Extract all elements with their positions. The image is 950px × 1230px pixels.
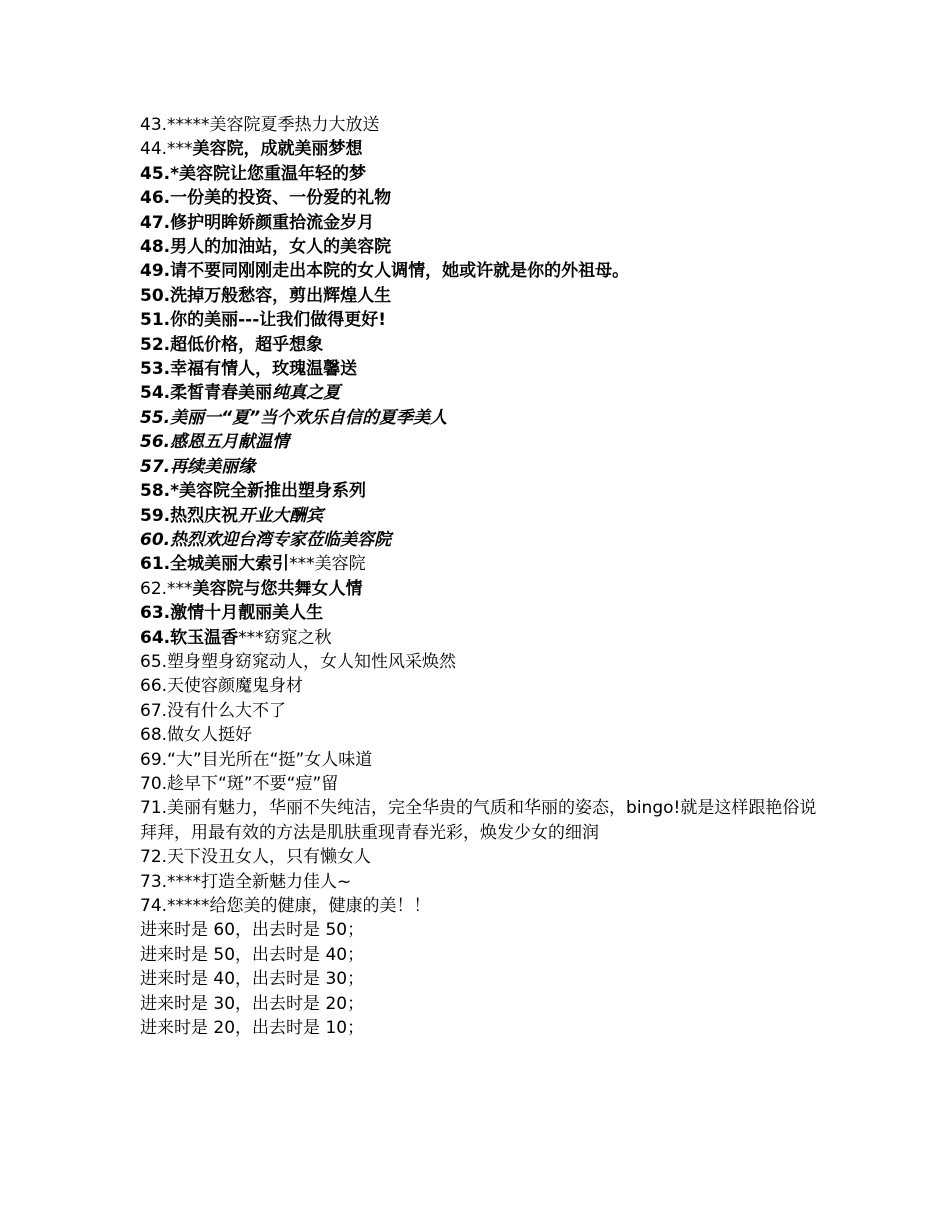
text-run: 67.没有什么大不了 [140,700,287,721]
text-line [140,186,820,210]
text-line [140,918,820,942]
text-line [140,162,820,186]
text-line [140,552,820,576]
text-line [140,796,820,845]
text-line [140,723,820,747]
text-run: 58.*美容院全新推出塑身系列 [140,481,367,502]
text-line [140,699,820,723]
text-run: ***窈窕之秋 [238,627,332,648]
text-line [140,357,820,381]
text-line [140,333,820,357]
text-run: 51.你的美丽---让我们做得更好! [140,310,387,331]
text-run: 进来时是 50，出去时是 40； [140,944,365,965]
text-line [140,113,820,137]
text-line [140,284,820,308]
text-run: 72.天下没丑女人，只有懒女人 [140,847,372,868]
text-run: 66.天使容颜魔鬼身材 [140,676,304,697]
text-run: 57.再续美丽缘 [140,456,256,477]
text-line [140,504,820,528]
text-line [140,381,820,405]
text-line [140,577,820,601]
text-run: 美容院与您共舞女人情 [192,578,363,599]
text-run: 美容院，成就美丽梦想 [192,139,363,160]
document-body [140,113,820,1040]
text-run: 59.热烈庆祝 [140,505,239,526]
text-line [140,235,820,259]
text-run: 进来时是 40，出去时是 30； [140,969,365,990]
text-line [140,528,820,552]
text-line [140,1016,820,1040]
text-run: 46.一份美的投资、一份爱的礼物 [140,188,392,209]
text-run: 60.热烈欢迎台湾专家莅临美容院 [140,529,392,550]
text-run: 48.男人的加油站，女人的美容院 [140,237,392,258]
text-run: 71.美丽有魅力，华丽不失纯洁，完全华贵的气质和华丽的姿态，bingo!就是这样跟艳俗说拜拜，用最有效的方法是肌肤重现青春光彩，焕发少女的细润 [140,798,817,843]
text-run: 进来时是 60，出去时是 50； [140,920,365,941]
text-run: ***美容院 [289,554,366,575]
text-line [140,650,820,674]
text-run: 55.美丽一“夏”当个欢乐自信的夏季美人 [140,407,448,428]
text-run: 开业大酬宾 [238,505,324,526]
text-run: 进来时是 20，出去时是 10； [140,1018,365,1039]
text-line [140,772,820,796]
text-line [140,894,820,918]
text-run: 56.感恩五月献温情 [140,432,290,453]
text-run: 73.****打造全新魅力佳人~ [140,871,352,892]
text-run: 68.做女人挺好 [140,725,253,746]
text-run: 65.塑身塑身窈窕动人，女人知性风采焕然 [140,651,457,672]
text-line [140,601,820,625]
text-line [140,137,820,161]
text-line [140,430,820,454]
text-line [140,967,820,991]
text-line [140,455,820,479]
text-line [140,479,820,503]
text-run: 52.超低价格，超乎想象 [140,334,324,355]
text-run: 43.*****美容院夏季热力大放送 [140,115,380,135]
text-run: 53.幸福有情人，玫瑰温馨送 [140,359,358,380]
text-line [140,211,820,235]
text-run: 49.请不要同刚刚走出本院的女人调情，她或许就是你的外祖母。 [140,261,630,282]
text-line [140,870,820,894]
text-line [140,626,820,650]
text-line [140,748,820,772]
text-line [140,845,820,869]
text-line [140,308,820,332]
text-run: 44.*** [140,139,193,160]
text-line [140,992,820,1016]
text-run: 47.修护明眸娇颜重拾流金岁月 [140,212,375,233]
text-run: 45.*美容院让您重温年轻的梦 [140,163,367,184]
text-run: 54.柔皙青春美丽 [140,383,273,404]
text-run: 62.*** [140,578,193,599]
text-run: 纯真之夏 [272,383,341,404]
text-run: 50.洗掉万般愁容，剪出辉煌人生 [140,285,392,306]
text-line [140,943,820,967]
text-run: 69.“大”目光所在“挺”女人味道 [140,749,373,770]
text-run: 进来时是 30，出去时是 20； [140,993,365,1014]
text-run: 61.全城美丽大索引 [140,554,290,575]
text-line [140,259,820,283]
text-line [140,674,820,698]
text-run: 74.*****给您美的健康，健康的美！！ [140,896,431,916]
text-run: 70.趁早下“斑”不要“痘”留 [140,773,339,794]
text-run: 64.软玉温香 [140,627,239,648]
text-line [140,406,820,430]
text-run: 63.激情十月靓丽美人生 [140,603,324,624]
